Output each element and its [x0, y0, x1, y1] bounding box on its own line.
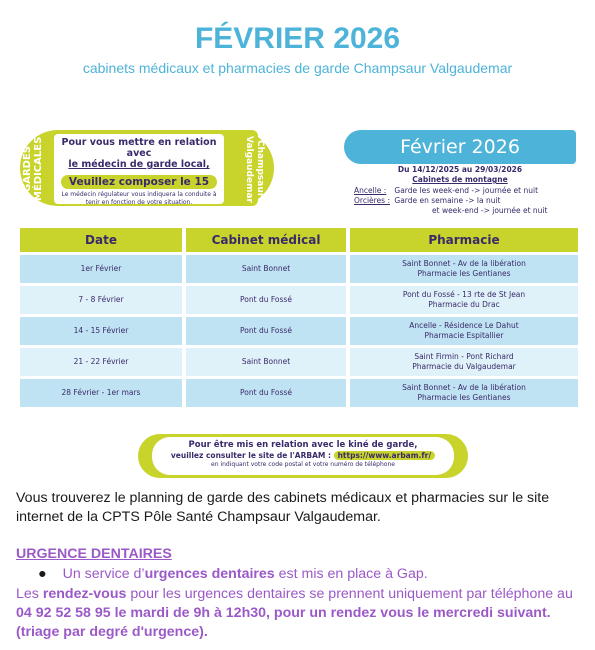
urgence-title: URGENCE DENTAIRES — [16, 546, 172, 562]
page-subtitle: cabinets médicaux et pharmacies de garde Champsaur Valgaudemar — [82, 60, 513, 76]
pharmacie-name: Pharmacie les Gentianes — [417, 269, 511, 278]
pharmacie-address: Saint Bonnet - Av de la libération — [402, 383, 526, 392]
bullet-bold: urgences dentaires — [144, 566, 275, 582]
kine-line3: en indiquant votre code postal et votre numéro de téléphone — [211, 461, 395, 468]
row-cabinet: Saint Bonnet — [186, 255, 346, 283]
contact-line2: le médecin de garde local, — [68, 159, 210, 170]
month-banner: Février 2026 — [344, 130, 576, 164]
row-date: 1er Février — [20, 255, 182, 283]
bullet-pre: Un service d’ — [62, 566, 145, 582]
header-pharmacie: Pharmacie — [350, 228, 578, 252]
pharmacie-address: Saint Bonnet - Av de la libération — [402, 259, 526, 268]
kine-line1: Pour être mis en relation avec le kiné de garde, — [188, 440, 418, 450]
para-bold1: rendez-vous — [42, 586, 127, 602]
page-title: FÉVRIER 2026 — [194, 22, 401, 55]
para-mid: pour les urgences dentaires se prennent uniquement par téléphone au — [126, 586, 573, 602]
para-pre: Les — [16, 586, 43, 602]
pharmacie-address: Saint Firmin - Pont Richard — [414, 352, 514, 361]
area-label: Champsaur Valgaudemar — [244, 135, 265, 203]
kine-banner — [138, 434, 468, 478]
row-cabinet: Pont du Fossé — [186, 286, 346, 314]
urgence-paragraph — [16, 585, 588, 642]
table-row — [20, 317, 578, 345]
table-row — [20, 255, 578, 283]
para-bold2: 04 92 52 58 95 le mardi de 9h à 12h30, pour un rendez vous le mercredi suivant. (triage par degré d'urgence). — [16, 605, 551, 640]
row-date: 21 - 22 Février — [20, 348, 182, 376]
gardes-label: GARDES MÉDICALES — [22, 136, 44, 202]
orcieres-name: Orcières : — [354, 196, 390, 205]
arbam-link: https://www.arbam.fr/ — [334, 451, 436, 460]
urgence-bullet — [38, 566, 428, 582]
garde-poster — [14, 124, 588, 482]
pharmacie-name: Pharmacie Espitallier — [424, 331, 504, 340]
pharmacie-address: Ancelle - Résidence Le Dahut — [409, 321, 519, 330]
bullet-dot-icon: ● — [38, 566, 47, 582]
ancelle-text: Garde les week-end -> journée et nuit — [394, 186, 539, 195]
row-pharmacie — [350, 379, 578, 407]
row-pharmacie — [350, 286, 578, 314]
row-cabinet: Pont du Fossé — [186, 317, 346, 345]
pharmacie-name: Pharmacie les Gentianes — [417, 393, 511, 402]
contact-note: Le médecin régulateur vous indiquera la conduite à tenir en fonction de votre situation. — [61, 191, 217, 206]
pharmacie-name: Pharmacie du Valgaudemar — [412, 362, 516, 371]
period-block — [344, 165, 576, 185]
bullet-post: est mis en place à Gap. — [274, 566, 428, 582]
row-cabinet: Saint Bonnet — [186, 348, 346, 376]
table-header — [20, 228, 578, 252]
row-date: 14 - 15 Février — [20, 317, 182, 345]
row-date: 7 - 8 Février — [20, 286, 182, 314]
garde-table — [20, 228, 578, 410]
orcieres-text1: Garde en semaine -> la nuit — [394, 196, 501, 205]
period-dates: Du 14/12/2025 au 29/03/2026 — [397, 165, 523, 174]
row-pharmacie — [350, 348, 578, 376]
row-cabinet: Pont du Fossé — [186, 379, 346, 407]
pharmacie-address: Pont du Fossé - 13 rte de St Jean — [402, 290, 526, 299]
row-date: 28 Février - 1er mars — [20, 379, 182, 407]
orcieres-text2: et week-end -> journée et nuit — [432, 206, 548, 215]
header-cabinet: Cabinet médical — [186, 228, 346, 252]
kine-line2 — [152, 451, 454, 460]
ancelle-name: Ancelle : — [354, 186, 387, 195]
table-row — [20, 286, 578, 314]
row-pharmacie — [350, 255, 578, 283]
kine-line2-text: veuillez consulter le site de l'ARBAM : — [170, 451, 331, 460]
mountain-title: Cabinets de montagne — [412, 175, 508, 184]
contact-card — [54, 134, 224, 204]
row-pharmacie — [350, 317, 578, 345]
contact-cta: Veuillez composer le 15 — [61, 175, 217, 189]
header-date: Date — [20, 228, 182, 252]
table-row — [20, 348, 578, 376]
contact-line1: Pour vous mettre en relation avec — [61, 137, 217, 159]
pharmacie-name: Pharmacie du Drac — [428, 300, 500, 309]
stations-block — [354, 186, 584, 216]
intro-paragraph: Vous trouverez le planning de garde des cabinets médicaux et pharmacies sur le site internet de la CPTS Pôle Santé Champsaur Valgaudemar. — [16, 490, 550, 525]
kine-card — [152, 437, 454, 475]
table-row — [20, 379, 578, 407]
